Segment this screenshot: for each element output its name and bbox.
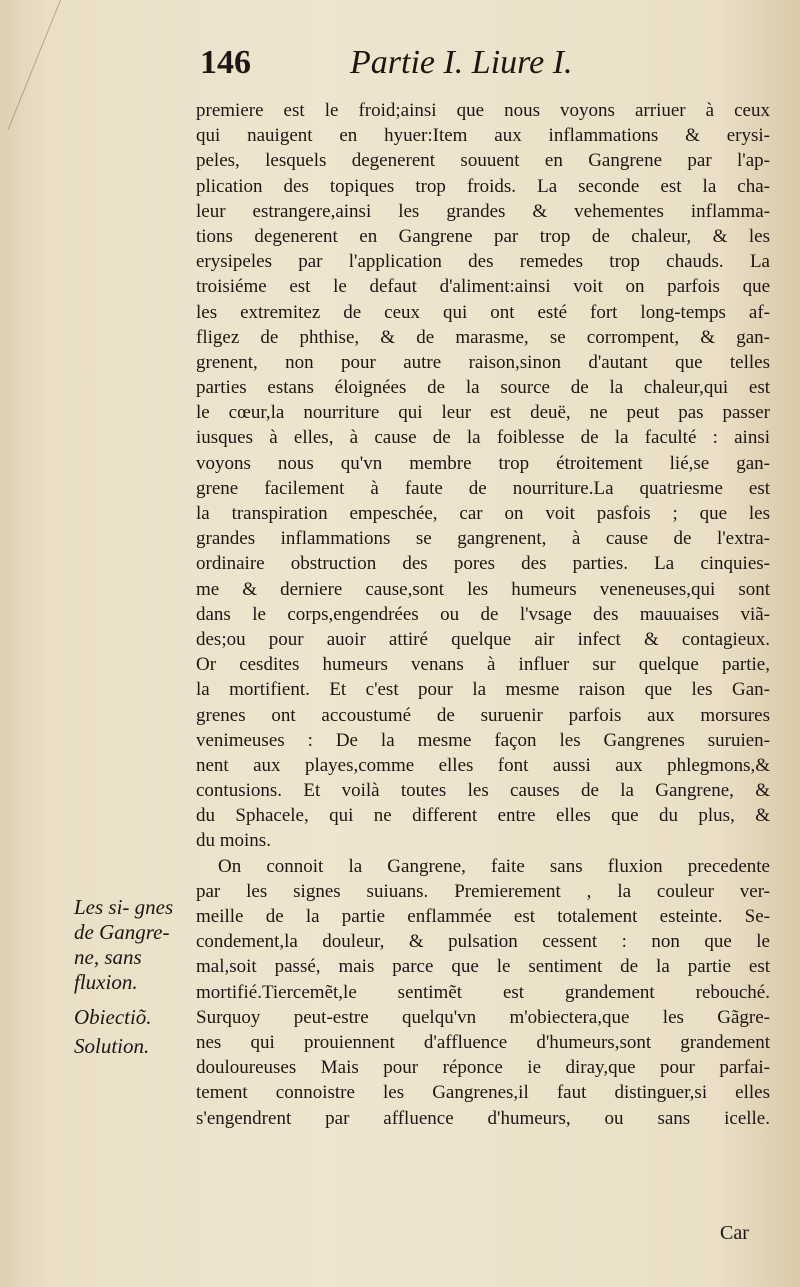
text-line: iusques à elles, à cause de la foiblesse de la faculté : ainsi [196,427,770,449]
text-line: la mortifient. Et c'est pour la mesme raison que les Gan- [196,679,770,701]
text-line: Or cesdites humeurs venans à influer sur quelque partie, [196,654,770,676]
page-header [200,44,780,90]
text-line: mal,soit passé, mais parce que le sentiment de la partie est [196,956,770,978]
text-line: me & derniere cause,sont les humeurs veneneuses,qui sont [196,578,770,600]
text-line: fligez de phthise, & de marasme, se corrompent, & gan- [196,326,770,348]
text-line: s'engendrent par affluence d'humeurs, ou sans icelle. [196,1107,770,1129]
text-line: nes qui prouiennent d'affluence d'humeurs,sont grandement [196,1031,770,1053]
text-line: douloureuses Mais pour réponce ie diray,que pour parfai- [196,1057,770,1079]
text-line: nent aux playes,comme elles font aussi aux phlegmons,& [196,754,770,776]
text-line: leur estrangere,ainsi les grandes & vehementes inflamma- [196,200,770,222]
page-number: 146 [200,44,251,81]
text-line: les extremitez de ceux qui ont esté fort long-temps af- [196,301,770,323]
text-line: grene facilement à faute de nourriture.La quatriesme est [196,477,770,499]
text-line: par les signes suiuans. Premierement , la couleur ver- [196,880,770,902]
text-line: venimeuses : De la mesme façon les Gangrenes suruien- [196,729,770,751]
catchword: Car [720,1222,749,1244]
text-line: du moins. [196,830,271,852]
text-line: premiere est le froid;ainsi que nous voyons arriuer à ceux [196,100,770,121]
text-line: contusions. Et voilà toutes les causes de la Gangrene, & [196,780,770,802]
text-line: grandes inflammations se gangrenent, à cause de l'extra- [196,528,770,550]
text-line: meille de la partie enflammée est totalement esteinte. Se- [196,906,770,927]
text-line: tions degenerent en Gangrene par trop de chaleur, & les [196,225,770,247]
text-line: Surquoy peut-estre quelqu'vn m'obiectera,que les Gãgre- [196,1006,770,1028]
text-line: mortifié.Tiercemẽt,le sentimẽt est grandement rebouché. [196,981,770,1003]
text-line: peles, lesquels degenerent souuent en Gangrene par l'ap- [196,150,770,172]
text-line: On connoit la Gangrene, faite sans fluxion precedente [218,855,770,877]
body-text [196,98,770,1131]
text-line: erysipeles par l'application des remedes trop chauds. La [196,251,770,273]
page-fold-line [0,0,61,130]
text-line: le cœur,la nourriture qui leur est deuë, ne peut pas passer [196,402,770,424]
text-line: parties estans éloignées de la source de la chaleur,qui est [196,377,770,399]
text-line: ordinaire obstruction des pores des parties. La cinquies- [196,553,770,575]
margin-note-objection: Obiectiõ. [74,1005,152,1029]
margin-note-signes: Les si- gnes de Gangre- ne, sans fluxion. [74,895,174,994]
margin-note-solution: Solution. [74,1034,150,1058]
text-line: plication des topiques trop froids. La seconde est la cha- [196,175,770,197]
text-line: tement connoistre les Gangrenes,il faut distinguer,si elles [196,1082,770,1104]
running-title: Partie I. Liure I. [350,44,573,81]
text-line: troisiéme est le defaut d'aliment:ainsi voit on parfois que [196,276,770,298]
text-line: voyons nous qu'vn membre trop étroitement lié,se gan- [196,452,770,474]
text-line: des;ou pour auoir attiré quelque air infect & contagieux. [196,628,770,650]
text-line: la transpiration empeschée, car on voit pasfois ; que les [196,503,770,524]
text-line: qui nauigent en hyuer:Item aux inflammations & erysi- [196,125,770,147]
text-line: grenes ont accoustumé de suruenir parfois aux morsures [196,704,770,726]
text-line: grenent, non pour autre raison,sinon d'autant que telles [196,351,770,373]
margin-notes [74,895,192,1073]
text-line: du Sphacele, qui ne different entre elles que du plus, & [196,805,770,827]
text-line: condement,la douleur, & pulsation cessent : non que le [196,931,770,953]
text-line: dans le corps,engendrées ou de l'vsage des mauuaises viã- [196,603,770,625]
